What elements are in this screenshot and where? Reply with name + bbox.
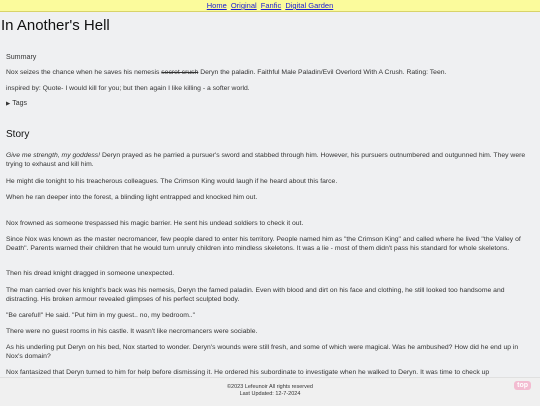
story-italic-prayer: Give me strength, my goddess! [6, 152, 101, 159]
story-paragraph: Since Nox was known as the master necromancer, few people dared to enter his territory. People named him as "the Crimson King" and called where he lived "the Valley of Death". Parents warned their children that he would turn unruly children into mindless skeletons. It was a lie - most of them didn't pass his standard for whole skeletons. [6, 236, 521, 253]
tags-label: Tags [12, 100, 28, 107]
summary-text-before: Nox seizes the chance when he saves his nemesis [6, 69, 162, 76]
page-footer [0, 377, 540, 406]
last-updated-text: Last Updated: 12-7-2024 [239, 391, 301, 397]
tags-toggle[interactable] [6, 100, 27, 107]
summary-label: Summary [6, 53, 37, 61]
page-title: In Another's Hell [1, 17, 110, 34]
story-paragraph: Nox fantasized that Deryn turned to him for help before dismissing it. He ordered his subordinate to investigate when he walked to Deryn. It was time to check up [6, 369, 490, 376]
story-heading: Story [6, 129, 30, 140]
story-paragraph: Nox frowned as someone trespassed his magic barrier. He sent his undead soldiers to check it out. [6, 220, 304, 227]
main-content[interactable] [0, 11, 540, 377]
story-paragraph: As his underling put Deryn on his bed, Nox started to wonder. Deryn's wounds were still fresh, and some of which were magical. Was he ambushed? How did he end up in Nox's domain? [6, 344, 519, 361]
story-paragraph: Then his dread knight dragged in someone unexpected. [6, 270, 175, 277]
nav-link-home[interactable]: Home [206, 1, 227, 10]
nav-link-fanfic[interactable]: Fanfic [260, 1, 282, 10]
summary-struck-text: secret crush [161, 69, 199, 76]
story-paragraph: There were no guest rooms in his castle. It wasn't like necromancers were sociable. [6, 328, 258, 335]
summary-text-after: Deryn the paladin. Faithful Male Paladin/Evil Overlord With A Crush. Rating: Teen. [198, 69, 447, 76]
story-paragraph [6, 151, 526, 169]
story-paragraph: "Be careful!" He said. "Put him in my guest.. no, my bedroom.." [6, 312, 196, 319]
inspired-by-text: inspired by: Quote- I would kill for you; but then again I like killing - a softer world. [6, 85, 250, 92]
copyright-text: ©2023 Lefeunoir All rights reserved [227, 384, 313, 390]
story-paragraph: When he ran deeper into the forest, a blinding light entrapped and knocked him out. [6, 194, 258, 201]
nav-link-original[interactable]: Original [230, 1, 257, 10]
story-paragraph: The man carried over his knight's back was his nemesis, Deryn the famed paladin. Even with blood and dirt on his face and clothing, he still looked too handsome and distracting. His broken armour revealed glimpses of his perfect sculpted body. [6, 287, 505, 304]
disclosure-triangle-icon: ▶ [6, 101, 11, 107]
story-text: Deryn prayed as he parried a pursuer's sword and stabbed through him. However, his pursuers outnumbered and outgunned him. They were trying to exhaust and kill him. [6, 152, 526, 169]
back-to-top-button[interactable]: top [514, 381, 531, 390]
nav-link-digital-garden[interactable]: Digital Garden [285, 1, 334, 10]
summary-text [6, 68, 526, 77]
story-paragraph: He might die tonight to his treacherous colleagues. The Crimson King would laugh if he heard about this farce. [6, 178, 338, 185]
